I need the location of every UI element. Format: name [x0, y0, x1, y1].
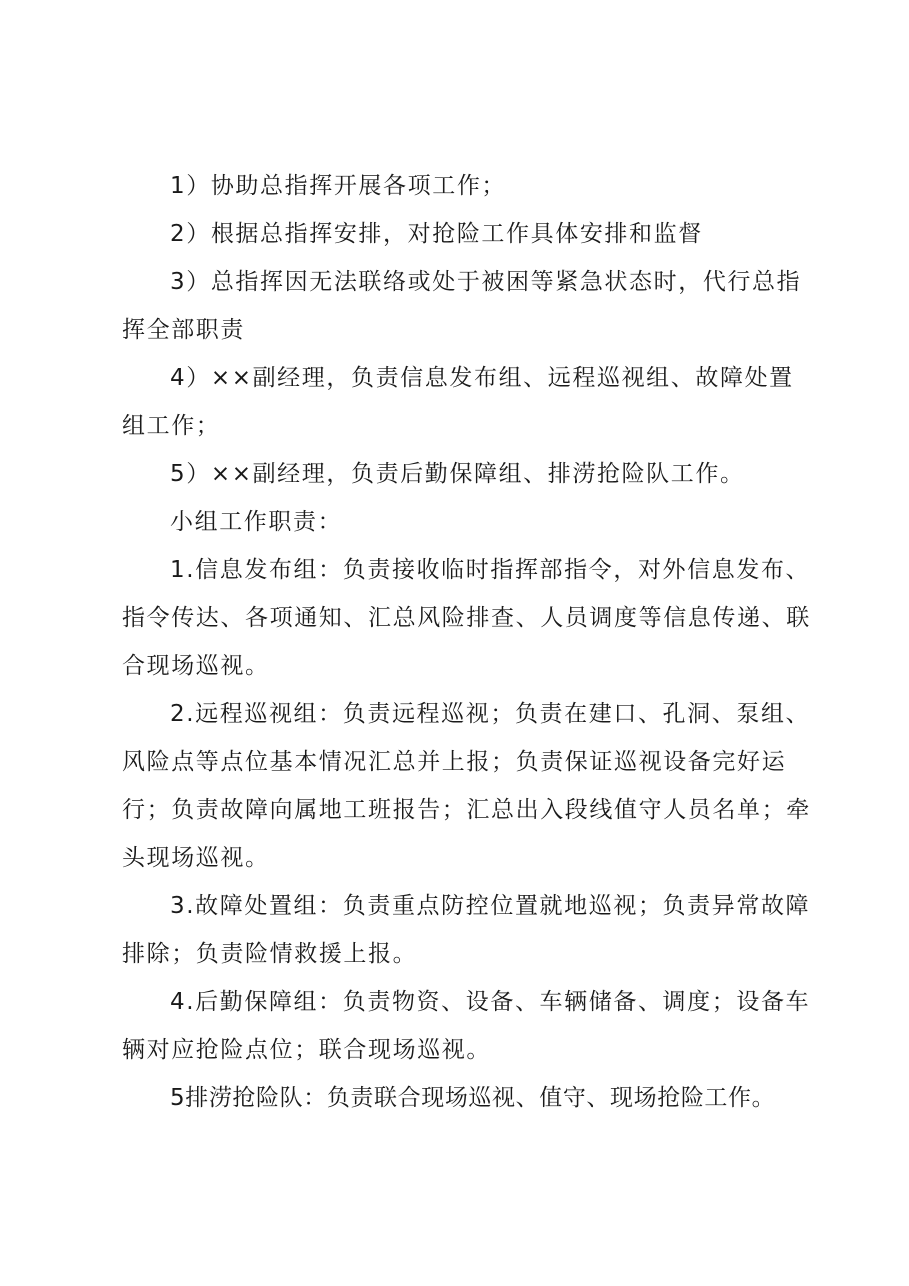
paragraph-item-2: 2）根据总指挥安排，对抢险工作具体安排和监督: [170, 221, 703, 247]
section-heading: 小组工作职责：: [170, 509, 343, 535]
paragraph-drainage-team: 5排涝抢险队：负责联合现场巡视、值守、现场抢险工作。: [170, 1085, 776, 1111]
document-body: [122, 162, 812, 1122]
paragraph-item-5: 5）××副经理，负责后勤保障组、排涝抢险队工作。: [170, 461, 745, 487]
paragraph-item-3: 3）总指挥因无法联络或处于被困等紧急状态时，代行总指挥全部职责: [122, 269, 802, 343]
paragraph-item-1: 1）协助总指挥开展各项工作；: [170, 173, 507, 199]
paragraph-item-4: 4）××副经理，负责信息发布组、远程巡视组、故障处置组工作；: [122, 365, 794, 439]
paragraph-remote-patrol-group: 2.远程巡视组：负责远程巡视；负责在建口、孔洞、泵组、风险点等点位基本情况汇总并上报；负责保证巡视设备完好运行；负责故障向属地工班报告；汇总出入段线值守人员名单；牵头现场巡视。: [122, 701, 811, 871]
paragraph-info-release-group: 1.信息发布组：负责接收临时指挥部指令，对外信息发布、指令传达、各项通知、汇总风险排查、人员调度等信息传递、联合现场巡视。: [122, 557, 811, 679]
paragraph-logistics-group: 4.后勤保障组：负责物资、设备、车辆储备、调度；设备车辆对应抢险点位；联合现场巡视。: [122, 989, 811, 1063]
paragraph-fault-handling-group: 3.故障处置组：负责重点防控位置就地巡视；负责异常故障排除；负责险情救援上报。: [122, 893, 811, 967]
